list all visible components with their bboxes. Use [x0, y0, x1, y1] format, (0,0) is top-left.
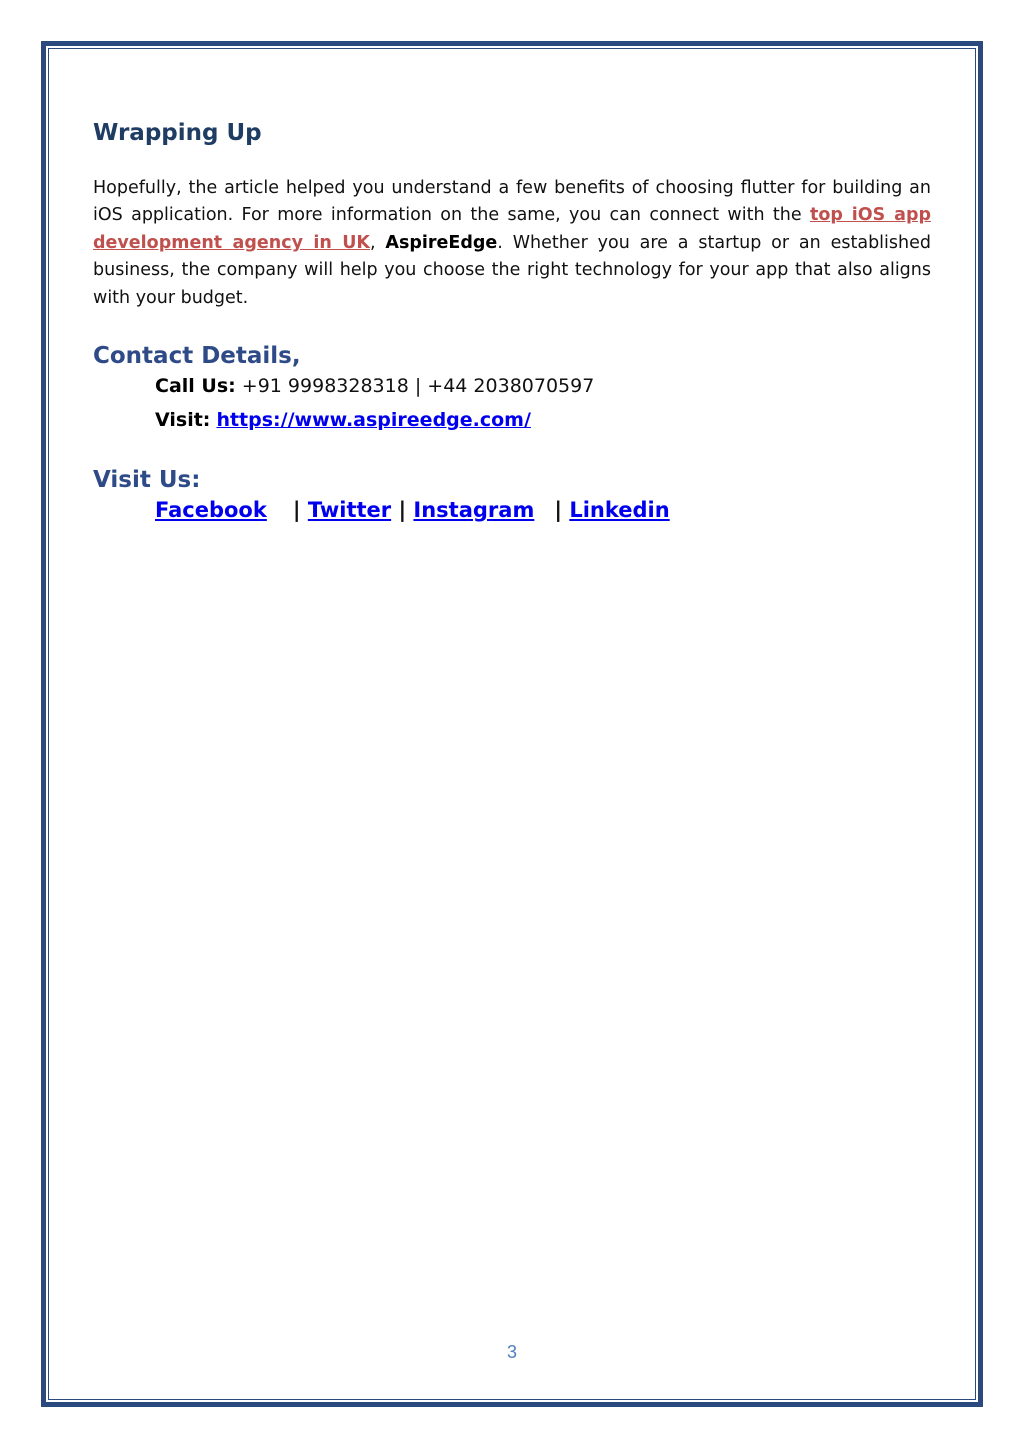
- phone-numbers: +91 9998328318 | +44 2038070597: [235, 375, 595, 398]
- call-us-line: [155, 369, 931, 403]
- para-text-2: ,: [369, 232, 386, 253]
- para-text-3: . Whether you are a startup or an established business, the company will help you choose the right technology for your app that also aligns with your budget.: [93, 232, 931, 308]
- facebook-link[interactable]: Facebook: [155, 498, 267, 523]
- social-links-row: [155, 493, 931, 527]
- link-separator: |: [554, 498, 563, 523]
- visit-line: [155, 403, 931, 437]
- call-us-label: Call Us:: [155, 375, 236, 398]
- twitter-link[interactable]: Twitter: [307, 498, 392, 523]
- summary-paragraph: [93, 175, 931, 312]
- link-separator: |: [398, 498, 407, 523]
- website-link[interactable]: https://www.aspireedge.com/: [216, 409, 531, 432]
- instagram-link[interactable]: Instagram: [413, 498, 535, 523]
- para-text-1: Hopefully, the article helped you understand a few benefits of choosing flutter for building an iOS application. For more information on the same, you can connect with the: [93, 178, 931, 226]
- visit-label: Visit:: [155, 409, 211, 432]
- page-number: 3: [506, 1342, 517, 1362]
- ios-agency-link[interactable]: top iOS app development agency in UK: [93, 205, 931, 253]
- contact-details-heading: Contact Details,: [93, 343, 301, 370]
- link-separator: |: [292, 498, 301, 523]
- visit-us-heading: Visit Us:: [93, 467, 201, 494]
- linkedin-link[interactable]: Linkedin: [569, 498, 670, 523]
- brand-name: AspireEdge: [385, 232, 498, 253]
- wrapping-up-heading: Wrapping Up: [93, 120, 262, 146]
- page-content: [93, 120, 931, 527]
